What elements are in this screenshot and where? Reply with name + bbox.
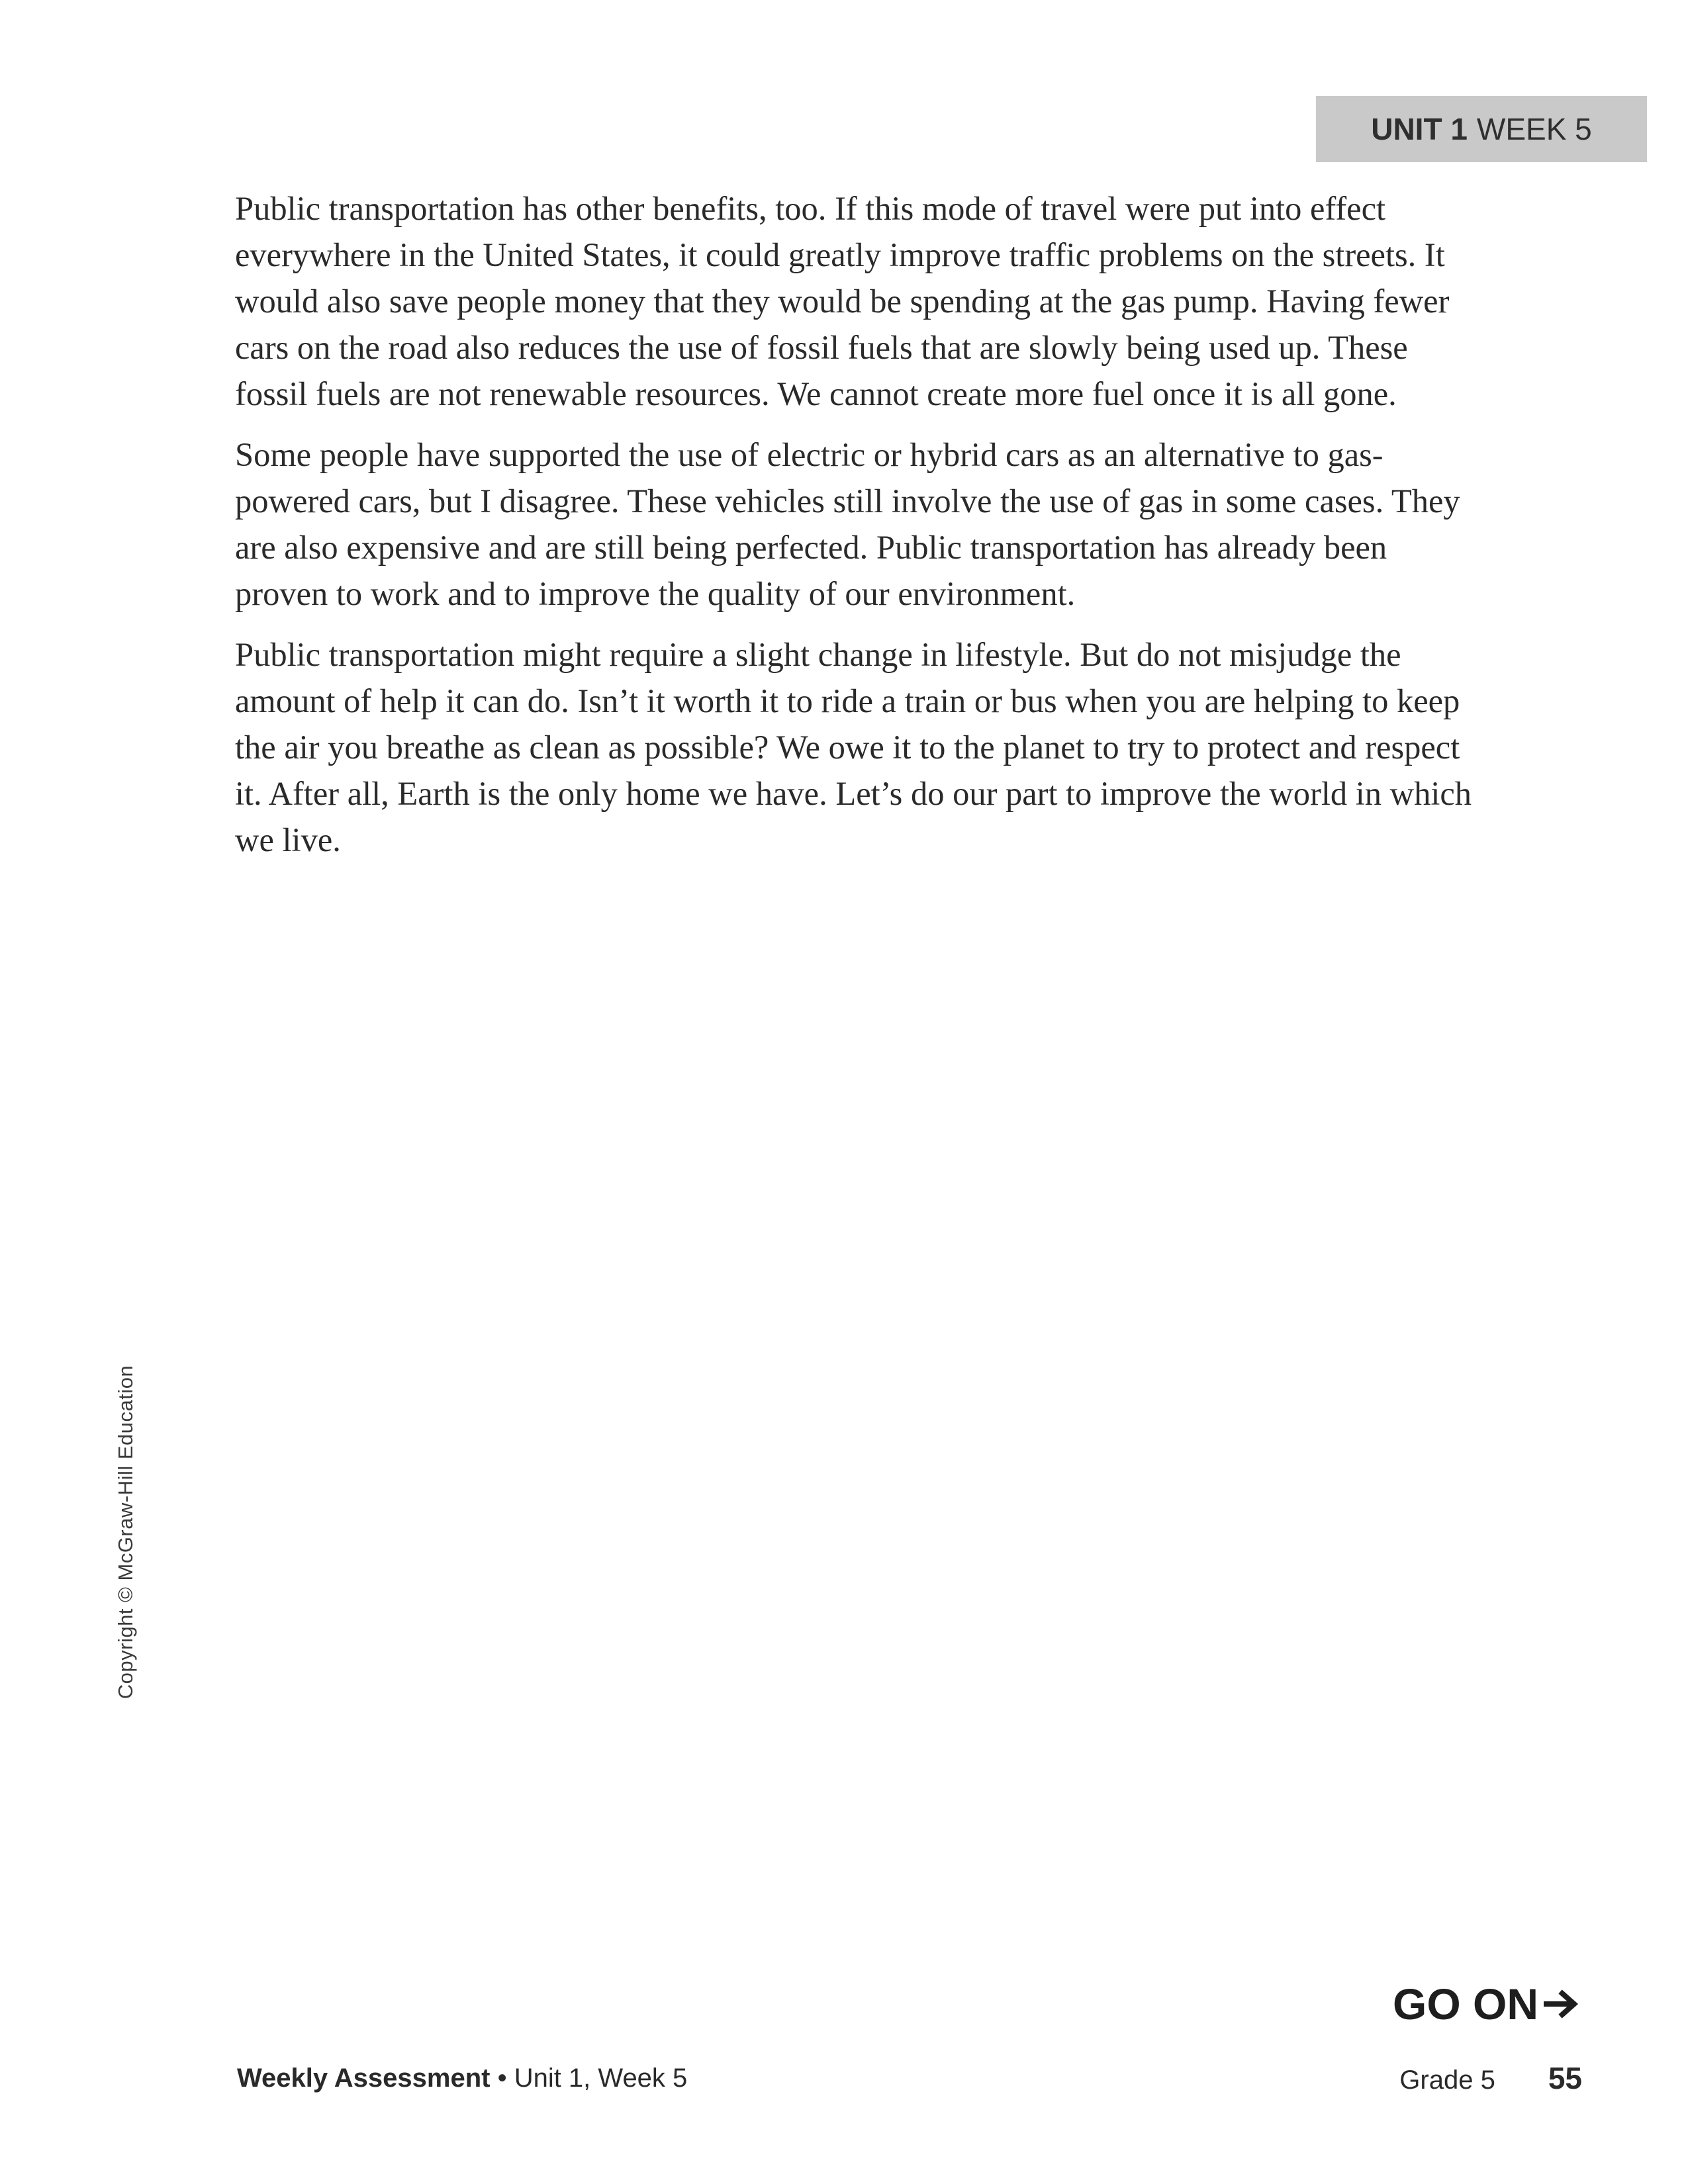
footer-separator: • [490, 2064, 514, 2093]
page-footer [0, 2058, 1688, 2098]
passage-paragraph: Some people have supported the use of electric or hybrid cars as an alternative to gas-powered cars, but I disagree. These vehicles still involve the use of gas in some cases. They are also expensive and are still being perfected. Public transportation has already been proven to work and to improve the quality of our environment. [235, 436, 1460, 612]
grade-label: Grade 5 [1399, 2066, 1495, 2095]
passage [235, 185, 1473, 878]
assessment-label: Weekly Assessment [237, 2064, 491, 2093]
unit-label: UNIT 1 [1371, 112, 1468, 146]
page-number: 55 [1548, 2061, 1582, 2095]
footer-page-info [1399, 2058, 1582, 2106]
go-on-label: GO ON [1392, 1979, 1538, 2028]
passage-paragraph: Public transportation has other benefits, too. If this mode of travel were put into effect everywhere in the United States, it could greatly improve traffic problems on the streets. It would also save people money that they would be spending at the gas pump. Having fewer cars on the road also reduces the use of fossil fuels that are slowly being used up. These fossil fuels are not renewable resources. We cannot create more fuel once it is all gone. [235, 190, 1450, 412]
week-label: WEEK 5 [1476, 112, 1592, 146]
go-on-button[interactable] [1393, 1979, 1582, 2029]
passage-paragraph: Public transportation might require a slight change in lifestyle. But do not misjudge the amount of help it can do. Isn’t it worth it to ride a train or bus when you are helping to keep the air you breathe as clean as possible? We owe it to the planet to try to protect and respect it. After all, Earth is the only home we have. Let’s do our part to improve the world in which we live. [235, 636, 1472, 858]
arrow-right-icon [1544, 1989, 1582, 2019]
unit-week-tab [1316, 96, 1647, 162]
footer-unit-week: Unit 1, Week 5 [514, 2064, 688, 2093]
footer-assessment-info [237, 2058, 687, 2098]
copyright-notice: Copyright © McGraw-Hill Education [114, 1365, 137, 1700]
